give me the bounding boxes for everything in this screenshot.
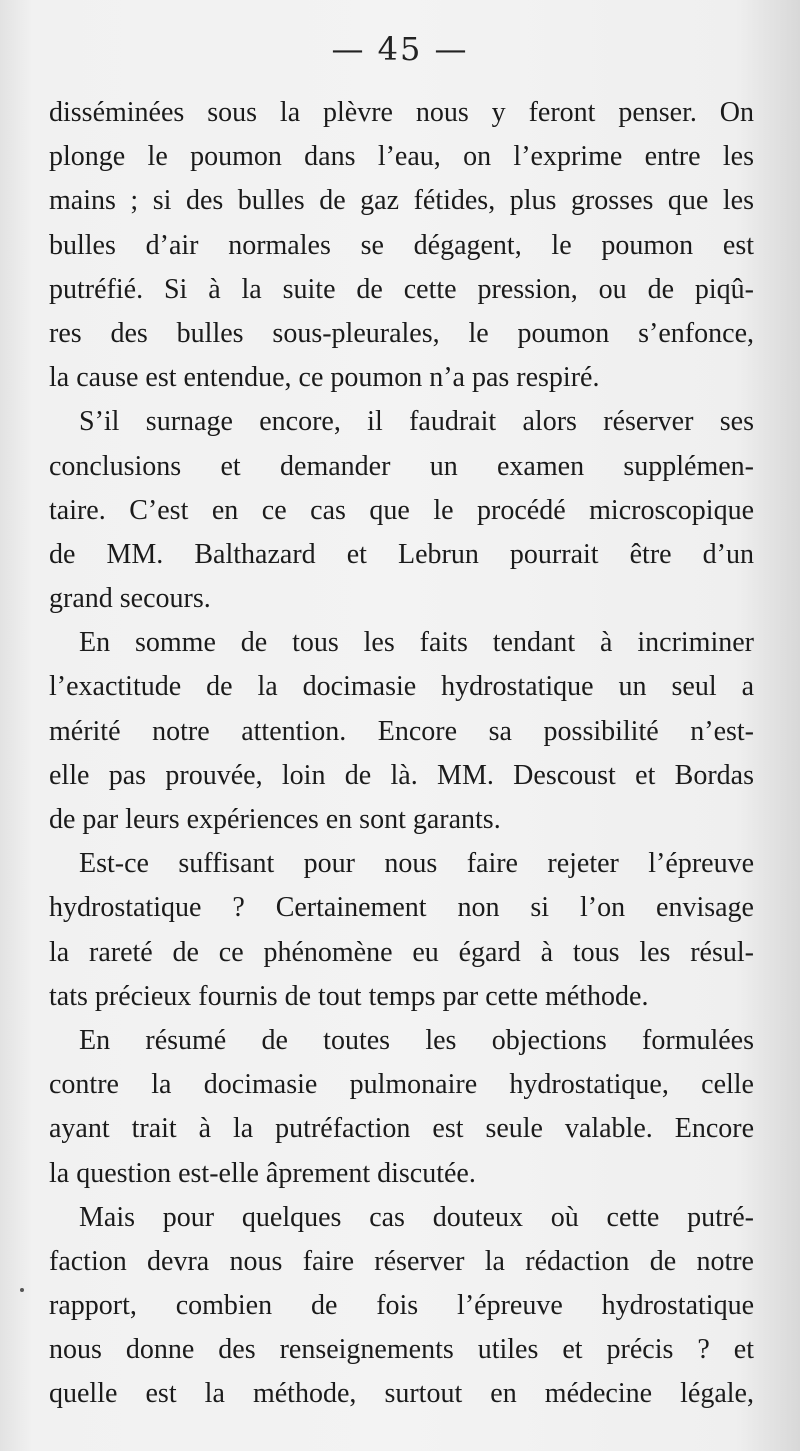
ink-speck xyxy=(20,1288,24,1292)
text-line: S’il surnage encore, il faudrait alors réserver ses xyxy=(79,406,754,438)
text-line: putréfié. Si à la suite de cette pression, ou de piqû- xyxy=(49,273,754,305)
body-text xyxy=(49,91,754,1417)
text-line: ayant trait à la putréfaction est seule valable. Encore xyxy=(49,1113,754,1145)
text-line: faction devra nous faire réserver la rédaction de notre xyxy=(49,1245,754,1277)
text-line: res des bulles sous-pleurales, le poumon s’enfonce, xyxy=(49,317,754,349)
text-line: de par leurs expériences en sont garants. xyxy=(49,804,501,835)
text-line: contre la docimasie pulmonaire hydrostatique, celle xyxy=(49,1069,754,1101)
text-line: En résumé de toutes les objections formulées xyxy=(79,1024,754,1056)
text-line: quelle est la méthode, surtout en médecine légale, xyxy=(49,1378,754,1410)
text-line: la rareté de ce phénomène eu égard à tous les résul- xyxy=(49,936,754,968)
text-line: elle pas prouvée, loin de là. MM. Descoust et Bordas xyxy=(49,759,754,791)
text-line: plonge le poumon dans l’eau, on l’exprime entre les xyxy=(49,141,754,173)
text-line: grand secours. xyxy=(49,583,211,615)
text-line: Mais pour quelques cas douteux où cette putré- xyxy=(79,1201,754,1233)
text-line: Est-ce suffisant pour nous faire rejeter l’épreuve xyxy=(79,848,754,880)
text-line: la question est-elle âprement discutée. xyxy=(49,1157,476,1189)
text-line: En somme de tous les faits tendant à incriminer xyxy=(79,627,754,659)
text-line: de MM. Balthazard et Lebrun pourrait être d’un xyxy=(49,538,754,570)
text-line: la cause est entendue, ce poumon n’a pas respiré. xyxy=(49,362,600,394)
text-line: rapport, combien de fois l’épreuve hydrostatique xyxy=(49,1290,754,1322)
text-line: taire. C’est en ce cas que le procédé microscopique xyxy=(49,494,754,526)
text-line: bulles d’air normales se dégagent, le poumon est xyxy=(49,229,754,261)
text-line: mérité notre attention. Encore sa possibilité n’est- xyxy=(49,715,754,747)
page-number: — 45 — xyxy=(331,30,469,68)
text-line: nous donne des renseignements utiles et précis ? et xyxy=(49,1334,754,1366)
text-line: tats précieux fournis de tout temps par cette méthode. xyxy=(49,980,649,1012)
text-line: mains ; si des bulles de gaz fétides, plus grosses que les xyxy=(49,185,754,217)
text-line: disséminées sous la plèvre nous y feront penser. On xyxy=(49,97,754,128)
text-line: l’exactitude de la docimasie hydrostatique un seul a xyxy=(49,671,754,703)
text-line: hydrostatique ? Certainement non si l’on envisage xyxy=(49,892,754,924)
text-line: conclusions et demander un examen supplémen- xyxy=(49,450,754,482)
